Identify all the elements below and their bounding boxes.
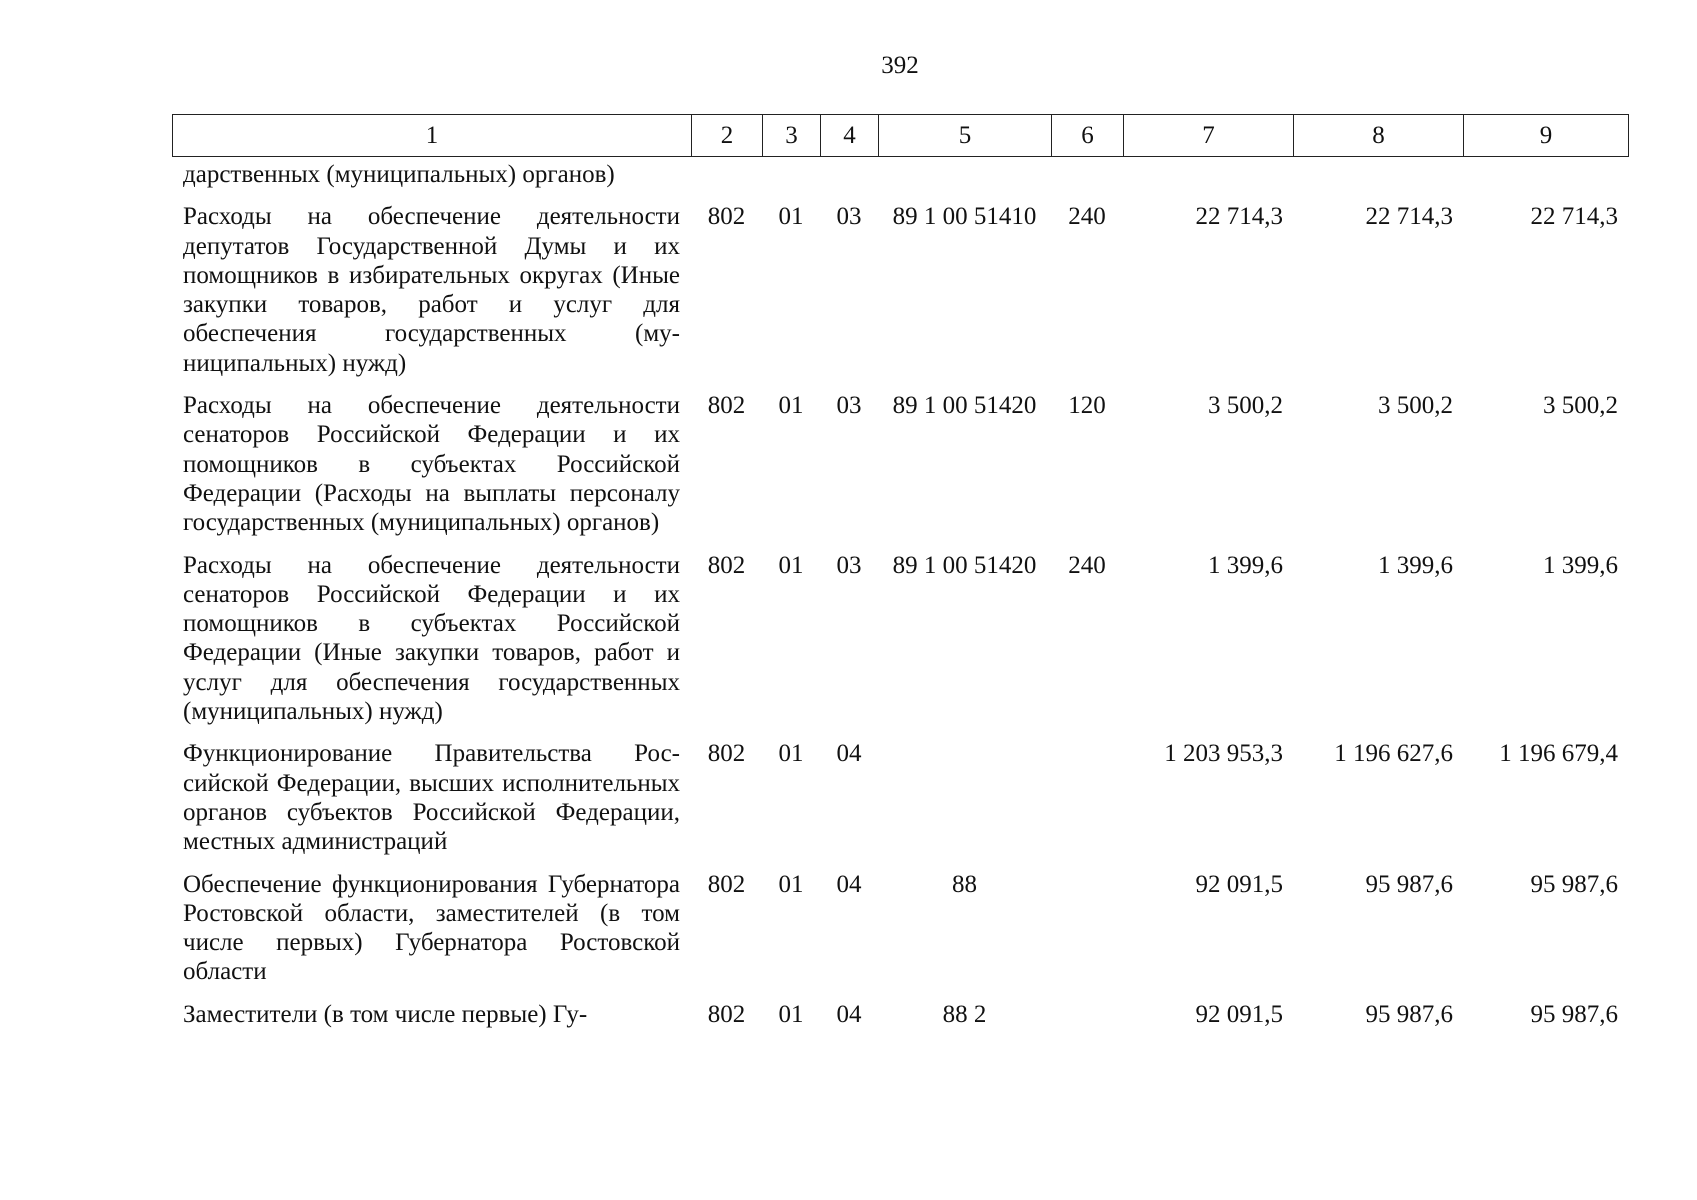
table-header [172, 114, 1629, 157]
page-number: 392 [881, 52, 919, 79]
column-header-4: 4 [821, 115, 879, 157]
row-amount-8: 22 714,3 [1365, 203, 1453, 231]
row-code-3: 01 [778, 1000, 804, 1028]
row-description: Функционирование Правительства Российской Федерации, высших исполнительных органов субъектов Российской Федерации, местных администраций [183, 740, 680, 856]
row-code-4: 04 [836, 740, 862, 768]
header-row [173, 115, 1629, 157]
row-code-3: 01 [778, 392, 804, 420]
column-header-6: 6 [1052, 115, 1124, 157]
row-code-4: 03 [836, 392, 862, 420]
row-code-4 [820, 160, 878, 202]
row-code-2: 802 [707, 1000, 746, 1028]
row-amount-7: 3 500,2 [1208, 392, 1283, 420]
row-description: дарственных (муниципальных) органов) [183, 161, 615, 188]
table-row [172, 160, 1628, 202]
row-code-4: 03 [836, 551, 862, 579]
row-amount-7: 1 203 953,3 [1164, 740, 1283, 768]
row-code-5 [878, 160, 1051, 202]
row-amount-8: 1 399,6 [1378, 551, 1453, 579]
row-amount-9 [1463, 160, 1628, 202]
row-amount-9: 3 500,2 [1543, 392, 1618, 420]
table-row [172, 202, 1628, 391]
row-amount-7 [1123, 160, 1293, 202]
row-code-5: 89 1 00 51420 [892, 392, 1037, 420]
column-header-9: 9 [1464, 115, 1629, 157]
column-header-1: 1 [173, 115, 692, 157]
budget-table [172, 160, 1628, 1029]
row-amount-7: 22 714,3 [1195, 203, 1283, 231]
row-code-3 [762, 160, 820, 202]
row-code-5: 89 1 00 51410 [892, 203, 1037, 231]
row-amount-7: 92 091,5 [1195, 870, 1283, 898]
row-code-4: 03 [836, 203, 862, 231]
row-code-2 [691, 160, 762, 202]
row-amount-9: 1 399,6 [1543, 551, 1618, 579]
table-row [172, 551, 1628, 740]
table-row [172, 1000, 1628, 1029]
row-code-5: 88 [952, 870, 977, 898]
row-amount-9: 95 987,6 [1530, 1000, 1618, 1028]
row-code-3: 01 [778, 551, 804, 579]
row-amount-8: 1 196 627,6 [1334, 740, 1453, 768]
row-amount-8: 95 987,6 [1365, 870, 1453, 898]
row-code-3: 01 [778, 740, 804, 768]
column-header-8: 8 [1294, 115, 1464, 157]
table-row [172, 391, 1628, 550]
row-code-5: 89 1 00 51420 [892, 551, 1037, 579]
row-amount-8: 95 987,6 [1365, 1000, 1453, 1028]
row-code-2: 802 [707, 551, 746, 579]
row-amount-9: 95 987,6 [1530, 870, 1618, 898]
row-description: Обеспечение функционирования Губернатора Ростовской области, заместителей (в том числе первых) Губернатора Ростовской области [183, 870, 680, 986]
row-code-6: 120 [1068, 392, 1106, 420]
row-code-6 [1051, 160, 1123, 202]
row-amount-9: 1 196 679,4 [1499, 740, 1618, 768]
row-amount-9: 22 714,3 [1530, 203, 1618, 231]
row-amount-7: 1 399,6 [1208, 551, 1283, 579]
row-amount-8: 3 500,2 [1378, 392, 1453, 420]
row-code-4: 04 [836, 870, 862, 898]
row-code-6 [1051, 1000, 1123, 1029]
row-code-6 [1051, 870, 1123, 1000]
row-code-5: 88 2 [942, 1000, 987, 1028]
row-description: Расходы на обеспечение деятельности сенаторов Российской Федерации и их помощников в субъектах Российской Федерации (Иные закупки товаров, работ и услуг для обеспечения государственных (муниципальных) нужд) [183, 551, 680, 726]
row-description: Расходы на обеспечение деятельности депутатов Государственной Думы и их помощников в избирательных округах (Иные закупки товаров, работ и услуг для обеспечения государственных (муниципальных) нужд) [183, 203, 680, 377]
row-code-4: 04 [836, 1000, 862, 1028]
row-description: Расходы на обеспечение деятельности сенаторов Российской Федерации и их помощников в субъектах Российской Федерации (Расходы на выплаты персоналу государственных (муниципальных) органов) [183, 392, 680, 537]
row-code-5 [878, 739, 1051, 869]
row-code-3: 01 [778, 203, 804, 231]
row-code-6: 240 [1068, 551, 1106, 579]
row-code-6: 240 [1068, 203, 1106, 231]
row-code-3: 01 [778, 870, 804, 898]
row-code-2: 802 [707, 740, 746, 768]
row-code-2: 802 [707, 870, 746, 898]
column-header-2: 2 [692, 115, 763, 157]
row-amount-7: 92 091,5 [1195, 1000, 1283, 1028]
table-row [172, 870, 1628, 1000]
table-row [172, 739, 1628, 869]
row-code-2: 802 [707, 392, 746, 420]
column-header-7: 7 [1124, 115, 1294, 157]
column-header-5: 5 [879, 115, 1052, 157]
row-description: Заместители (в том числе первые) Гу- [183, 1000, 588, 1028]
row-amount-8 [1293, 160, 1463, 202]
row-code-2: 802 [707, 203, 746, 231]
column-header-3: 3 [763, 115, 821, 157]
row-code-6 [1051, 739, 1123, 869]
